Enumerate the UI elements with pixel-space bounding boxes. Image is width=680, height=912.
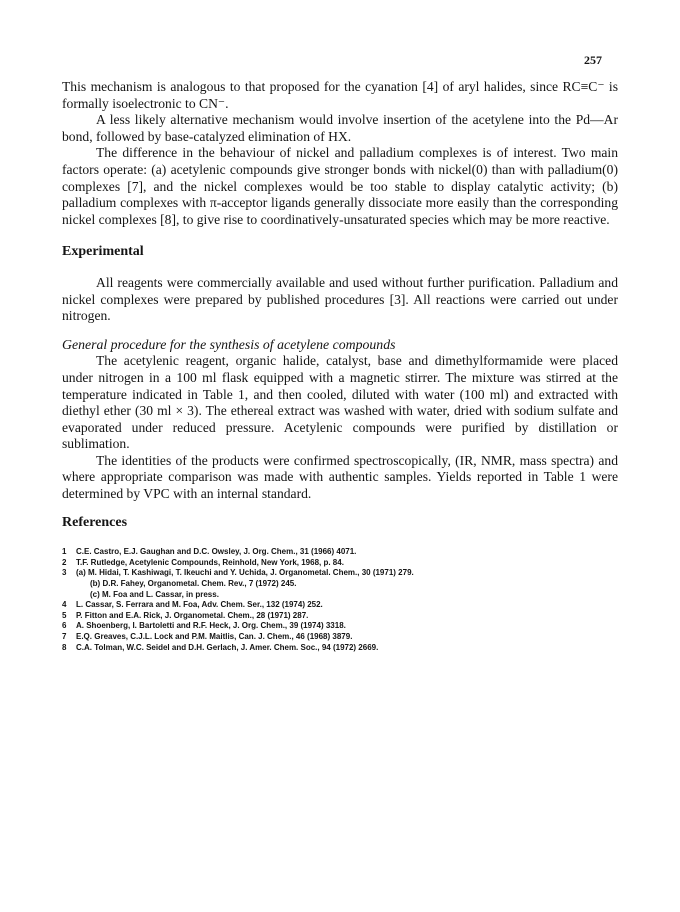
references-heading: References [62, 514, 128, 530]
intro-paragraph-2: A less likely alternative mechanism would involve insertion of the acetylene into the Pd—Ar bond, followed by base-catalyzed elimination of HX. [62, 112, 618, 144]
procedure-subheading: General procedure for the synthesis of acetylene compounds [62, 336, 396, 352]
reference-number: 1 [62, 547, 67, 557]
reference-number: 7 [62, 632, 67, 641]
reference-text: A. Shoenberg, I. Bartoletti and R.F. Heck, J. Org. Chem., 39 (1974) 3318. [76, 621, 346, 631]
reference-item [62, 643, 618, 654]
references-list [62, 547, 618, 653]
intro-paragraph-3: The difference in the behaviour of nickel and palladium complexes is of interest. Two main factors operate: (a) acetylenic compounds give stronger bonds with nickel(0) than with palladium(0) complexes [7], and the nickel complexes would be too stable to display catalytic activity; (b) palladium complexes with π-acceptor ligands generally dissociate more easily than the corresponding nickel complexes [8], to give rise to coordinatively-unsaturated species which may be more reactive. [62, 145, 618, 227]
reference-item [62, 621, 618, 632]
reference-number: 6 [62, 621, 67, 631]
reference-text: T.F. Rutledge, Acetylenic Compounds, Reinhold, New York, 1968, p. 84. [76, 557, 344, 567]
reference-text: C.E. Castro, E.J. Gaughan and D.C. Owsley, J. Org. Chem., 31 (1966) 4071. [76, 547, 357, 557]
intro-paragraph-1: This mechanism is analogous to that proposed for the cyanation [4] of aryl halides, since RC≡C⁻ is formally isoelectronic to CN⁻. [62, 79, 618, 111]
reference-item [62, 547, 618, 558]
reference-number: 5 [62, 610, 67, 620]
reference-text: L. Cassar, S. Ferrara and M. Foa, Adv. Chem. Ser., 132 (1974) 252. [76, 600, 323, 610]
reference-number: 8 [62, 642, 67, 652]
reference-item [62, 611, 618, 622]
page-number: 257 [584, 53, 602, 67]
reference-number: 2 [62, 557, 67, 567]
reference-text: C.A. Tolman, W.C. Seidel and D.H. Gerlach, J. Amer. Chem. Soc., 94 (1972) 2669. [76, 642, 379, 652]
article-body [62, 79, 618, 653]
experimental-heading: Experimental [62, 244, 144, 260]
reference-item [62, 558, 618, 569]
reference-item [62, 632, 618, 643]
experimental-paragraph-2: The acetylenic reagent, organic halide, catalyst, base and dimethylformamide were placed under nitrogen in a 100 ml flask equipped with a magnetic stirrer. The mixture was stirred at the temperature indicated in Table 1, and then cooled, diluted with water (100 ml) and extracted with diethyl ether (30 ml × 3). The ethereal extract was washed with water, dried with sodium sulfate and evaporated under reduced pressure. Acetylenic compounds were purified by distillation or sublimation. [62, 353, 618, 452]
reference-number: 4 [62, 600, 67, 610]
reference-text: (c) M. Foa and L. Cassar, in press. [90, 589, 219, 599]
experimental-paragraph-1: All reagents were commercially available and used without further purification. Palladium and nickel complexes were prepared by published procedures [3]. All reactions were carried out under nitrogen. [62, 274, 618, 324]
reference-text: P. Fitton and E.A. Rick, J. Organometal. Chem., 28 (1971) 287. [76, 610, 309, 620]
reference-number: 3 [62, 568, 67, 578]
reference-item [62, 590, 618, 601]
reference-text: (a) M. Hidai, T. Kashiwagi, T. Ikeuchi and Y. Uchida, J. Organometal. Chem., 30 (1971) 279. [76, 568, 414, 578]
reference-text: E.Q. Greaves, C.J.L. Lock and P.M. Maitlis, Can. J. Chem., 46 (1968) 3879. [76, 632, 353, 641]
experimental-paragraph-3: The identities of the products were confirmed spectroscopically, (IR, NMR, mass spectra) and where appropriate comparison was made with authentic samples. Yields reported in Table 1 were determined by VPC with an internal standard. [62, 452, 618, 502]
reference-item [62, 568, 618, 579]
reference-text: (b) D.R. Fahey, Organometal. Chem. Rev., 7 (1972) 245. [90, 579, 297, 589]
reference-item [62, 600, 618, 611]
reference-item [62, 579, 618, 590]
